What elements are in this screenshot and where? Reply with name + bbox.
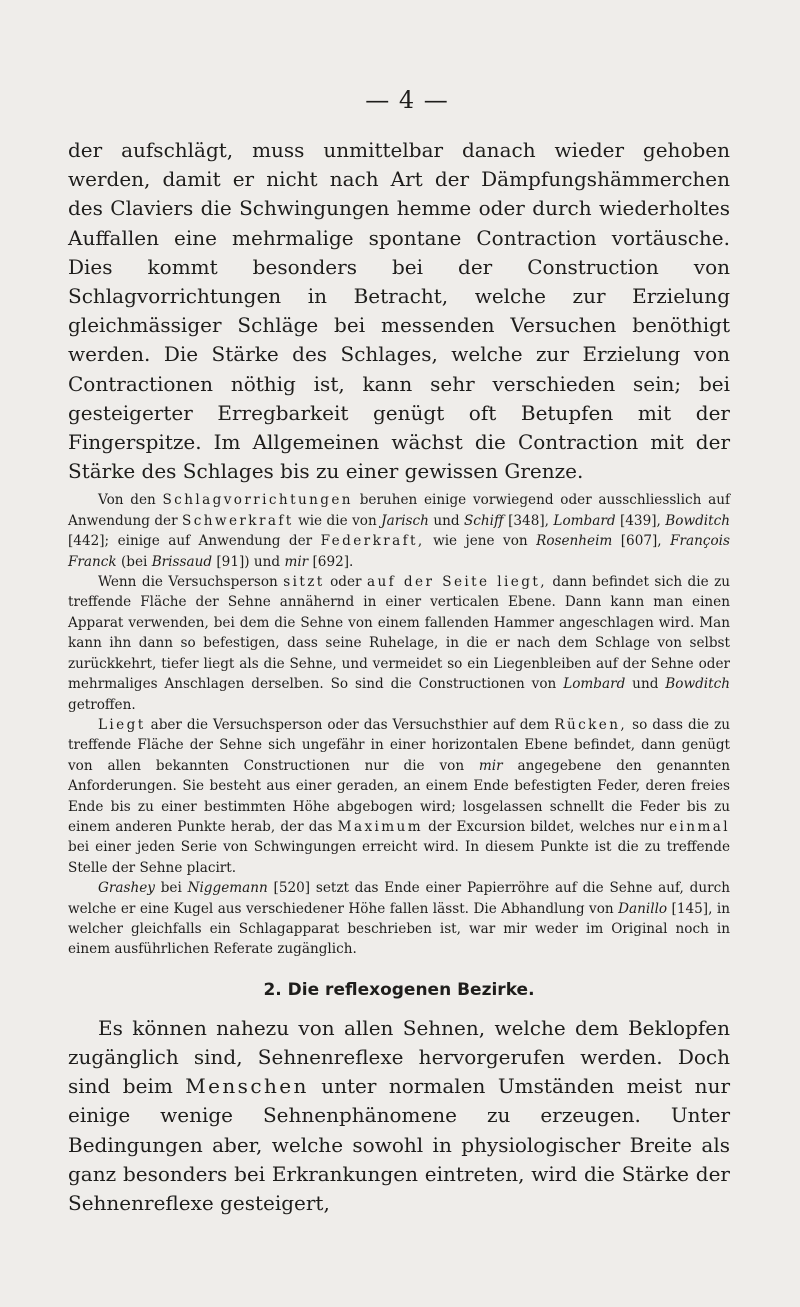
paragraph-small-liegt: Liegt aber die Versuchsperson oder das Versuchsthier auf dem Rücken, so dass die zu treffende Fläche der Sehne sich ungefähr in einer horizontalen Ebene befindet, dann genügt von allen bekannten Constructionen nur die von mir angegebene den genannten Anforderungen. Sie besteht aus einer geraden, an einem Ende befestigten Feder, deren freies Ende bis zu einer bestimmten Höhe abgebogen wird; losgelassen schnellt die Feder bis zu einem anderen Punkte herab, der das Maximum der Excursion bildet, welches nur einmal bei einer jeden Serie von Schwingungen erreicht wird. In diesem Punkte ist die zu treffende Stelle der Sehne placirt.: [68, 716, 731, 876]
paragraph-small-sitzt: Wenn die Versuchsperson sitzt oder auf der Seite liegt, dann befindet sich die zu treffende Fläche der Sehne annähernd in einer verticalen Ebene. Dann kann man einen Apparat verwenden, bei dem die Sehne von einem fallenden Hammer angeschlagen wird. Man kann ihn dann so befestigen, dass seine Ruhelage, in die er nach dem Schlage von selbst zurückkehrt, tiefer liegt als die Sehne, und vermeidet so ein Liegenbleiben auf der Sehne oder mehrmaliges Anschlagen derselben. So sind die Constructionen von Lombard und Bowditch getroffen.: [68, 574, 730, 713]
book-page: [68, 86, 730, 1218]
paragraph-main-2: Es können nahezu von allen Sehnen, welche dem Beklopfen zugänglich sind, Sehnenreflexe hervorgerufen werden. Doch sind beim Menschen unter normalen Umständen meist nur einige wenige Sehnenphänomene zu erzeugen. Unter Bedingungen aber, welche sowohl in physiologischer Breite als ganz besonders bei Erkrankungen eintreten, wird die Stärke der Sehnenreflexe gesteigert,: [68, 1015, 731, 1215]
page-number: — 4 —: [365, 86, 449, 114]
paragraph-small-grashey: Grashey bei Niggemann [520] setzt das Ende einer Papierröhre auf die Sehne auf, durch welche er eine Kugel aus verschiedener Höhe fallen lässt. Die Abhandlung von Danillo [145], in welcher gleichfalls ein Schlagapparat beschrieben ist, war mir weder im Original noch in einem ausführlichen Referate zugänglich.: [68, 880, 730, 958]
section-heading: 2. Die reflexogenen Bezirke.: [263, 979, 535, 1000]
paragraph-small-schlagvorrichtungen: Von den Schlagvorrichtungen beruhen einige vorwiegend oder ausschliesslich auf Anwendung der Schwerkraft wie die von Jarisch und Schiff [348], Lombard [439], Bowditch [442]; einige auf Anwendung der Federkraft, wie jene von Rosenheim [607], François Franck (bei Brissaud [91]) und mir [692].: [68, 492, 730, 570]
paragraph-main-1: der aufschlägt, muss unmittelbar danach wieder gehoben werden, damit er nicht nach Art der Dämpfungshämmerchen des Claviers die Schwingungen hemme oder durch wiederholtes Auffallen eine mehrmalige spontane Contraction vortäusche. Dies kommt besonders bei der Construction von Schlagvorrichtungen in Betracht, welche zur Erzielung gleichmässiger Schläge bei messenden Versuchen benöthigt werden. Die Stärke des Schlages, welche zur Erzielung von Contractionen nöthig ist, kann sehr verschieden sein; bei gesteigerter Erregbarkeit genügt oft Betupfen mit der Fingerspitze. Im Allgemeinen wächst die Contraction mit der Stärke des Schlages bis zu einer gewissen Grenze.: [68, 138, 730, 484]
